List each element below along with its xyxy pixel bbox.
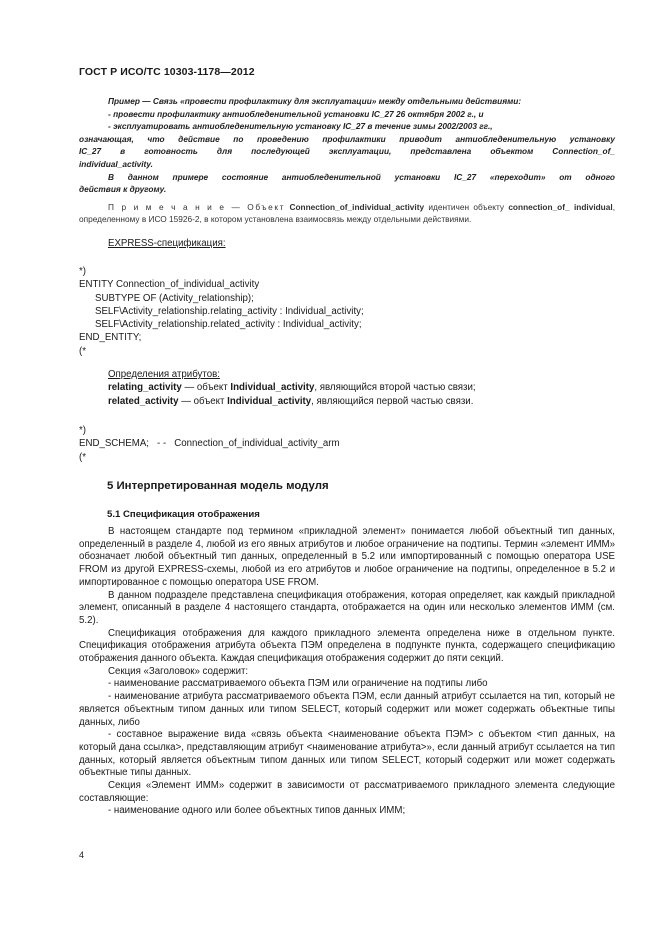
example-line: В данном примере состояние антиобледенительной установки IC_27 «переходит» от одного xyxy=(108,171,615,182)
list-item: - составное выражение вида «связь объекта <наименование объекта ПЭМ> с объектом <тип данных, на который дана ссылка>, представляющим атрибут <наименование атрибута>», если данный атрибут ссылается на тип данных, который является объектным типом данных или типом SELECT, который содержит или может содержать объектные типы данных. xyxy=(79,729,615,779)
express-heading-block xyxy=(79,237,619,250)
paragraph: Спецификация отображения для каждого прикладного элемента определена ниже в отдельном пункте. Спецификация отображения атрибута объекта ПЭМ определена в подпункте пункта, содержащего спецификацию отображения данного объекта. Каждая спецификация отображения содержит до пяти секций. xyxy=(79,627,615,665)
note-text: идентичен объекту xyxy=(424,202,509,212)
code-line: ENTITY Connection_of_individual_activity xyxy=(79,279,260,291)
code-line: (* xyxy=(79,345,86,357)
list-item: - наименование рассматриваемого объекта ПЭМ или ограничение на подтипы либо xyxy=(108,678,488,690)
example-line: действия к другому. xyxy=(79,184,167,195)
body-text xyxy=(79,526,615,818)
attribute-desc: , являющийся второй частью связи; xyxy=(314,382,476,394)
example-block xyxy=(79,95,615,196)
page-number: 4 xyxy=(79,850,85,860)
note-entity: individual xyxy=(573,202,613,212)
attribute-item xyxy=(79,381,619,394)
paragraph: В настоящем стандарте под термином «прикладной элемент» понимается любой объектный тип данных, определенный в разделе 4, любой из его явных атрибутов и любое ограничение на подтипы. Термин «элемент ИММ» обозначает любой объектный тип данных, определенный в 5.2 или импортированный с помощью оператора USE FROM из другой EXPRESS-схемы, любой из его атрибутов и любое ограничение на подтипы, определенное в 5.2 и импортированное с помощью оператора USE FROM. xyxy=(79,526,615,588)
attributes-heading: Определения атрибутов: xyxy=(108,369,220,380)
attribute-dash: — объект xyxy=(181,382,231,394)
list-item: - наименование атрибута рассматриваемого объекта ПЭМ, если данный атрибут ссылается на тип, который не является объектным типом данных или типом SELECT, который содержит или может содержать объектные типы данных, либо xyxy=(79,691,615,728)
section-heading: 5 Интерпретированная модель модуля xyxy=(107,480,329,492)
note-block xyxy=(79,201,615,226)
attribute-item xyxy=(79,395,619,408)
end-schema-block xyxy=(79,424,619,464)
example-line: Пример — Связь «провести профилактику для эксплуатации» между отдельными действиями: xyxy=(108,96,522,106)
note-entity: Connection_of_individual_activity xyxy=(289,202,425,212)
code-line: *) xyxy=(79,266,86,277)
example-line: IC_27 в готовность для последующей эксплуатации, представлена объектом Connection_of_ xyxy=(79,146,615,157)
code-line: END_ENTITY; xyxy=(79,332,142,344)
note-entity: connection_of_ xyxy=(508,202,570,212)
code-line: END_SCHEMA; - - Connection_of_individual_activity_arm xyxy=(79,438,340,450)
attribute-type: Individual_activity xyxy=(227,395,312,407)
paragraph: Секция «Элемент ИММ» содержит в зависимости от рассматриваемого прикладного элемента следующие составляющие: xyxy=(79,780,615,804)
code-line: *) xyxy=(79,425,86,436)
subsection-heading: 5.1 Спецификация отображения xyxy=(107,509,260,520)
express-code xyxy=(79,265,619,358)
example-line: означающая, что действие по проведению профилактики приводит антиобледенительную установку xyxy=(79,133,615,144)
express-heading: EXPRESS-спецификация: xyxy=(108,238,226,249)
attribute-name: related_activity xyxy=(108,395,179,407)
note-text: , определенному в ИСО 15926-2, в котором установлена взаимосвязь между отдельными действиями. xyxy=(79,202,615,225)
code-line: (* xyxy=(79,451,86,463)
example-line: - эксплуатировать антиобледенительную установку IC_27 в течение зимы 2002/2003 гг., xyxy=(108,121,493,132)
paragraph: В данном подразделе представлена спецификация отображения, которая определяет, как каждый прикладной элемент, описанный в разделе 4 настоящего стандарта, отображается на один или несколько элементов ИММ (см. 5.2). xyxy=(79,589,615,626)
code-line: SELF\Activity_relationship.related_activity : Individual_activity; xyxy=(95,319,362,331)
attributes-block xyxy=(79,368,619,408)
attribute-dash: — объект xyxy=(178,395,228,407)
example-line: individual_activity. xyxy=(79,158,153,169)
code-line: SELF\Activity_relationship.relating_activity : Individual_activity; xyxy=(95,305,364,317)
note-label: П р и м е ч а н и е — Объект xyxy=(108,202,286,212)
attribute-name: relating_activity xyxy=(108,382,182,394)
attribute-desc: , являющийся первой частью связи. xyxy=(311,395,474,407)
document-header: ГОСТ Р ИСО/ТС 10303-1178—2012 xyxy=(79,66,255,78)
code-line: SUBTYPE OF (Activity_relationship); xyxy=(95,292,254,304)
attribute-type: Individual_activity xyxy=(230,382,315,394)
example-line: - провести профилактику антиобледенительной установки IC_27 26 октября 2002 г., и xyxy=(108,108,484,119)
list-item: - наименование одного или более объектных типов данных ИММ; xyxy=(108,805,406,817)
note-paragraph xyxy=(79,201,615,226)
paragraph: Секция «Заголовок» содержит: xyxy=(108,665,249,677)
